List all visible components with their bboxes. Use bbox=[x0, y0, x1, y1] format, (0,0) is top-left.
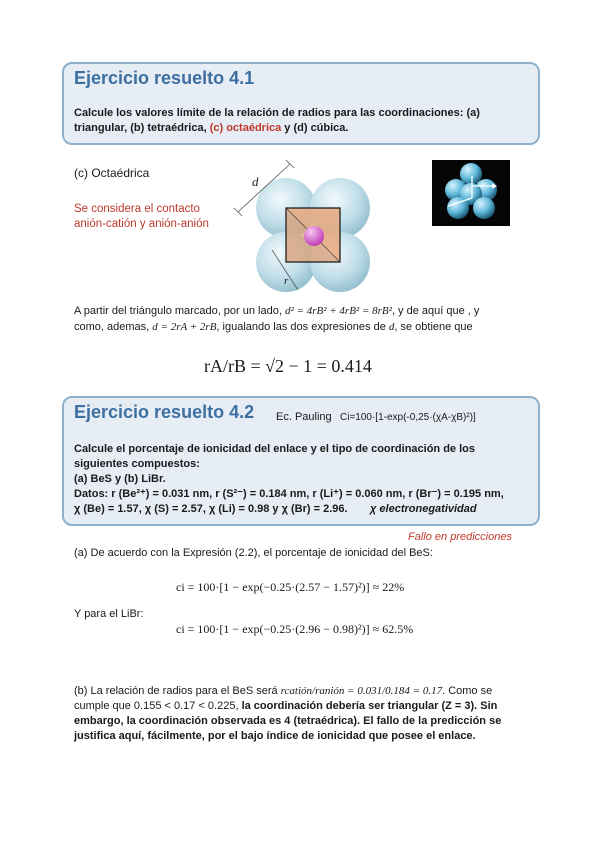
exercise-4-1-prompt-line1: Calcule los valores límite de la relación de radios para las coordinaciones: (a) bbox=[74, 107, 480, 119]
r-label: r bbox=[284, 275, 289, 287]
exercise-4-1-prompt-line2 bbox=[74, 121, 348, 136]
part-c-label: (c) Octaédrica bbox=[74, 166, 150, 180]
line2-text-c: , se obtiene que bbox=[394, 321, 473, 333]
prompt-part1: triangular, (b) tetraédrica, bbox=[74, 122, 210, 134]
solution-a-text: (a) De acuerdo con la Expresión (2.2), el porcentaje de ionicidad del BeS: bbox=[74, 547, 433, 559]
exercise-4-2-box bbox=[62, 396, 540, 526]
d-variable: d bbox=[388, 321, 395, 333]
line1-text-a: A partir del triángulo marcado, por un lado, bbox=[74, 305, 285, 317]
d-squared-equation: d² = 4rB² + 4rB² = 8rB² bbox=[284, 305, 392, 317]
exercise-4-2-title: Ejercicio resuelto 4.2 bbox=[74, 402, 255, 422]
contact-note-line1: Se considera el contacto bbox=[74, 203, 200, 215]
contact-note-line2: anión-catión y anión-anión bbox=[74, 218, 209, 230]
line2-text-b: , igualando las dos expresiones de bbox=[216, 321, 389, 333]
prediction-failure-note: Fallo en predicciones bbox=[408, 531, 512, 543]
electronegativity-note: χ electronegatividad bbox=[370, 503, 477, 515]
pauling-equation: Ci=100·[1-exp(-0,25·(χA-χB)²)] bbox=[340, 412, 476, 423]
line2-text-a: como, ademas, bbox=[74, 321, 153, 333]
exercise-4-2-question-line2: siguientes compuestos: bbox=[74, 458, 200, 470]
pauling-label: Ec. Pauling bbox=[276, 411, 332, 423]
octahedral-3d-model-image bbox=[432, 160, 510, 226]
solution-b-line4: justifica aquí, fácilmente, por el bajo índice de ionicidad que posee el enlace. bbox=[74, 730, 476, 742]
solution-b-line1-end: . Como se bbox=[442, 685, 493, 697]
solution-b-line1-text: (b) La relación de radios para el BeS será bbox=[74, 685, 281, 697]
solution-b-line2-text: cumple que 0.155 < 0.17 < 0.225, bbox=[74, 700, 242, 712]
exercise-4-2-data-line1: Datos: r (Be²⁺) = 0.031 nm, r (S²⁻) = 0.184 nm, r (Li⁺) = 0.060 nm, r (Br⁻) = 0.195 nm, bbox=[74, 488, 504, 500]
solution-b-line2-bold: la coordinación debería ser triangular (Z = 3). Sin bbox=[241, 700, 498, 712]
bes-ratio-equation: rcatión/ranión = 0.031/0.184 = 0.17 bbox=[280, 685, 443, 697]
line1-text-b: , y de aquí que , y bbox=[391, 305, 480, 317]
exercise-4-1-box bbox=[62, 62, 540, 145]
solution-b-line2 bbox=[74, 699, 497, 714]
exercise-4-2-data-line2: χ (Be) = 1.57, χ (S) = 2.57, χ (Li) = 0.98 y χ (Br) = 2.96. bbox=[74, 503, 348, 515]
d-sum-equation: d = 2rA + 2rB bbox=[152, 321, 217, 333]
triangle-derivation-line1 bbox=[74, 304, 479, 319]
exercise-4-1-title: Ejercicio resuelto 4.1 bbox=[74, 68, 255, 88]
exercise-4-2-question-line1: Calcule el porcentaje de ionicidad del enlace y el tipo de coordinación de los bbox=[74, 443, 475, 455]
solution-b-line1 bbox=[74, 684, 492, 699]
octahedral-spheres-diagram bbox=[222, 160, 382, 300]
exercise-4-2-question-line3: (a) BeS y (b) LiBr. bbox=[74, 473, 166, 485]
radius-ratio-result: rA/rB = √2 − 1 = 0.414 bbox=[204, 356, 372, 376]
libr-ionicity-equation: ci = 100·[1 − exp(−0.25·(2.96 − 0.98)²)] ≈ 62.5% bbox=[176, 622, 414, 636]
solution-b-line3: embargo, la coordinación observada es 4 (tetraédrica). El fallo de la predicción se bbox=[74, 715, 502, 727]
bes-ionicity-equation: ci = 100·[1 − exp(−0.25·(2.57 − 1.57)²)] ≈ 22% bbox=[176, 580, 405, 594]
d-label: d bbox=[252, 174, 259, 189]
cation-sphere bbox=[304, 226, 324, 246]
prompt-highlight-octahedral: (c) octaédrica bbox=[209, 122, 282, 134]
triangle-derivation-line2 bbox=[74, 320, 473, 335]
libr-label: Y para el LiBr: bbox=[74, 608, 144, 620]
prompt-part3: y (d) cúbica. bbox=[281, 122, 349, 134]
